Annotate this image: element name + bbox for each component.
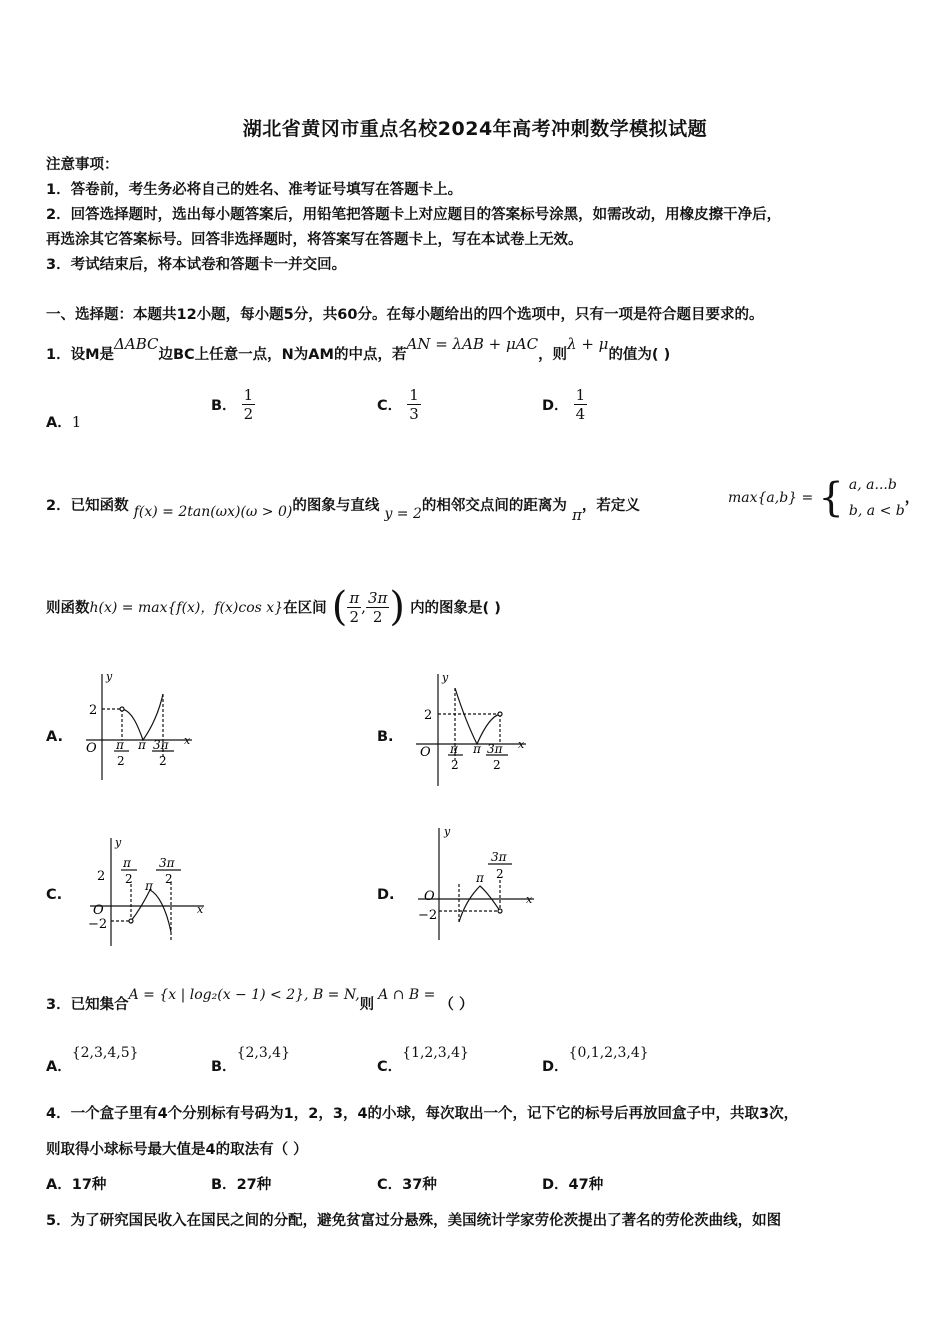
origin-label: O: [424, 889, 435, 904]
notice-item: 1．答卷前，考生务必将自己的姓名、准考证号填写在答题卡上。: [46, 182, 463, 198]
q3-text: 3．已知集合: [46, 997, 129, 1013]
axis-label-y: y: [106, 670, 113, 683]
curve: [459, 886, 500, 922]
tick-label-pi-half: π: [450, 742, 458, 756]
q2-text: 的图象与直线: [292, 498, 380, 514]
fraction-numerator: 1: [409, 386, 419, 404]
tick-label-3pi-half: 3π: [487, 742, 503, 756]
q2-option-b-label[interactable]: B.: [377, 729, 394, 745]
tick-label-neg-2: −2: [88, 917, 108, 932]
question-4-line2: 则取得小球标号最大值是4的取法有（ ）: [46, 1142, 308, 1158]
brace: {: [818, 475, 844, 521]
axis-label-y: y: [115, 836, 122, 849]
notice-item: 再选涂其它答案标号。回答非选择题时，将答案写在答题卡上，写在本试卷上无效。: [46, 232, 583, 248]
q3-math-intersection: A ∩ B =: [378, 987, 436, 1003]
tick-label-2-den: 2: [165, 872, 173, 886]
tick-label-2: 2: [89, 703, 98, 718]
tick-label-2: 2: [424, 708, 433, 723]
q1-text: 的值为( ): [608, 347, 671, 363]
option-label: B．: [211, 1059, 237, 1075]
tick-label-2-den: 2: [117, 754, 125, 768]
option-label: A．: [46, 415, 72, 431]
tick-label-2-den: 2: [159, 754, 167, 768]
q2-text: 的相邻交点间的距离为: [421, 498, 567, 514]
tick-label-pi: π: [138, 738, 146, 752]
tick-label-neg-2: −2: [418, 908, 438, 923]
tick-label-2-den: 2: [493, 758, 501, 772]
tick-label-pi-half: π: [123, 856, 131, 870]
tick-label-2-den: 2: [451, 758, 459, 772]
q2-math-pi: π: [571, 506, 582, 524]
open-point: [129, 919, 133, 923]
comma: ,: [361, 598, 366, 616]
q2-math-function: f(x) = 2tan(ωx)(ω > 0): [133, 504, 293, 520]
question-1-stem: [46, 335, 670, 364]
q2-math-max: max{a,b} =: [728, 490, 814, 506]
section-heading: 一、选择题：本题共12小题，每小题5分，共60分。在每小题给出的四个选项中，只有一项是符合题目要求的。: [46, 307, 764, 323]
q3-option-a[interactable]: [46, 1042, 139, 1076]
option-label: D．: [542, 1177, 569, 1193]
q1-math-triangle: ΔABC: [114, 335, 159, 353]
open-point: [498, 909, 502, 913]
curve: [131, 890, 171, 932]
curve: [122, 694, 163, 740]
tick-label-2: 2: [97, 869, 106, 884]
notice-item: 2．回答选择题时，选出每小题答案后，用铅笔把答题卡上对应题目的答案标号涂黑，如需改动，用橡皮擦干净后，: [46, 207, 782, 223]
option-label: A．: [46, 1059, 72, 1075]
open-point: [120, 707, 124, 711]
q1-text: 边BC上任意一点，N为AM的中点，若: [158, 347, 407, 363]
option-label: A．: [46, 1177, 72, 1193]
curve: [455, 688, 500, 744]
open-point: [498, 712, 502, 716]
q3-option-b[interactable]: [211, 1042, 290, 1076]
q1-option-b[interactable]: [211, 386, 255, 423]
tick-label-3pi-half: 3π: [159, 856, 175, 870]
q3-text: （ ）: [439, 997, 474, 1013]
q4-option-d[interactable]: [542, 1173, 603, 1194]
option-label: B．: [211, 1177, 237, 1193]
notice-item: 3．考试结束后，将本试卷和答题卡一并交回。: [46, 257, 347, 273]
q2-text: 在区间: [283, 600, 327, 617]
tick-label-3pi-half: 3π: [153, 738, 169, 752]
q3-option-c[interactable]: [377, 1042, 469, 1076]
fraction-numerator: 1: [243, 386, 254, 404]
option-label: C．: [377, 398, 403, 414]
q1-math-vector: AN = λAB + μAC: [406, 335, 539, 353]
option-fraction: [574, 386, 588, 423]
option-value: 17种: [71, 1177, 107, 1193]
q1-text: 1．设M是: [46, 347, 115, 363]
option-label: C．: [377, 1059, 403, 1075]
page-title: 湖北省黄冈市重点名校2024年高考冲刺数学模拟试题: [242, 118, 708, 140]
fraction-denominator: 2: [349, 607, 360, 626]
case-1: a, a...b: [848, 477, 897, 493]
tick-label-3pi-half: 3π: [491, 850, 507, 864]
q2-math-h: h(x) = max{f(x)，f(x)cos x}: [89, 600, 284, 616]
axis-label-x: x: [518, 738, 525, 751]
q1-option-c[interactable]: [377, 386, 421, 423]
fraction-denominator: 2: [243, 405, 254, 423]
interval-right: [366, 589, 389, 626]
q2-text: 2．已知函数: [46, 498, 129, 514]
q1-option-d[interactable]: [542, 386, 587, 423]
fraction-denominator: 3: [409, 405, 419, 423]
fraction-denominator: 4: [575, 405, 586, 423]
q3-text: 则: [359, 997, 375, 1013]
q3-option-d[interactable]: [542, 1042, 649, 1076]
case-2: b, a < b: [848, 503, 905, 519]
tick-label-pi: π: [473, 742, 481, 756]
axis-label-x: x: [197, 903, 204, 916]
axis-label-y: y: [442, 671, 449, 684]
tick-label-pi: π: [476, 871, 484, 885]
cases: [849, 472, 905, 524]
q2-text: 则函数: [46, 600, 90, 617]
q2-comma: ，: [904, 490, 920, 507]
q2-option-a-label[interactable]: A.: [46, 729, 63, 745]
option-label: B．: [211, 398, 237, 414]
option-value: 47种: [568, 1177, 604, 1193]
axis-label-y: y: [444, 825, 451, 838]
q2-graph-b[interactable]: [410, 668, 535, 793]
question-2-stem-cont: [46, 584, 501, 630]
question-2-stem: [46, 494, 640, 524]
question-3-stem: [46, 984, 473, 1014]
q2-graph-c[interactable]: [84, 832, 214, 950]
q2-graph-d[interactable]: [412, 822, 542, 944]
option-value: {2,3,4,5}: [71, 1045, 139, 1061]
tick-label-2-den: 2: [125, 872, 133, 886]
q4-option-a[interactable]: [46, 1173, 106, 1194]
option-label: C．: [377, 1177, 403, 1193]
q1-math-sum: λ + μ: [567, 335, 609, 353]
q2-option-c-label[interactable]: C.: [46, 887, 63, 903]
axis-label-x: x: [526, 893, 533, 906]
tick-label-pi-half: π: [116, 738, 124, 752]
origin-label: O: [93, 903, 104, 918]
q2-graph-a[interactable]: [80, 668, 200, 788]
option-value: {2,3,4}: [236, 1045, 290, 1061]
option-value: 37种: [402, 1177, 437, 1193]
fraction-numerator: 1: [575, 386, 586, 404]
paren-close: ): [389, 584, 405, 630]
interval-left: [347, 589, 361, 626]
question-4-line1: 4．一个盒子里有4个分别标有号码为1，2，3，4的小球，每次取出一个，记下它的标号后再放回盒子中，共取3次，: [46, 1106, 799, 1122]
tick-label-pi: π: [145, 879, 153, 893]
option-label: D．: [542, 398, 569, 414]
q4-option-b[interactable]: [211, 1173, 271, 1194]
option-value: {0,1,2,3,4}: [568, 1045, 649, 1061]
q2-option-d-label[interactable]: D.: [377, 887, 395, 903]
axis-label-x: x: [184, 734, 191, 747]
q2-text: 内的图象是( ): [410, 600, 501, 617]
fraction-numerator: 3π: [367, 588, 388, 607]
q1-option-a[interactable]: [46, 411, 81, 432]
q4-option-c[interactable]: [377, 1173, 437, 1194]
question-5-line1: 5．为了研究国民收入在国民之间的分配，避免贫富过分悬殊，美国统计学家劳伦茨提出了著名的劳伦茨曲线，如图: [46, 1213, 782, 1229]
q2-max-definition: [728, 472, 919, 524]
origin-label: O: [420, 745, 431, 760]
option-fraction: [407, 386, 421, 423]
option-value: {1,2,3,4}: [402, 1045, 469, 1061]
tick-label-2-den: 2: [496, 867, 504, 881]
option-value: 1: [71, 413, 82, 431]
paren-open: (: [331, 584, 348, 630]
fraction-denominator: 2: [372, 607, 383, 626]
option-label: D．: [542, 1059, 569, 1075]
q2-text: ，若定义: [581, 498, 640, 514]
option-fraction: [242, 386, 256, 423]
q2-math-line: y = 2: [384, 506, 422, 522]
origin-label: O: [86, 741, 97, 756]
notice-heading: 注意事项：: [46, 157, 119, 173]
q3-math-set: A = {x | log₂(x − 1) < 2}, B = N,: [128, 987, 360, 1003]
option-value: 27种: [236, 1177, 272, 1193]
q1-text: ，则: [538, 347, 568, 363]
fraction-numerator: π: [349, 588, 360, 607]
